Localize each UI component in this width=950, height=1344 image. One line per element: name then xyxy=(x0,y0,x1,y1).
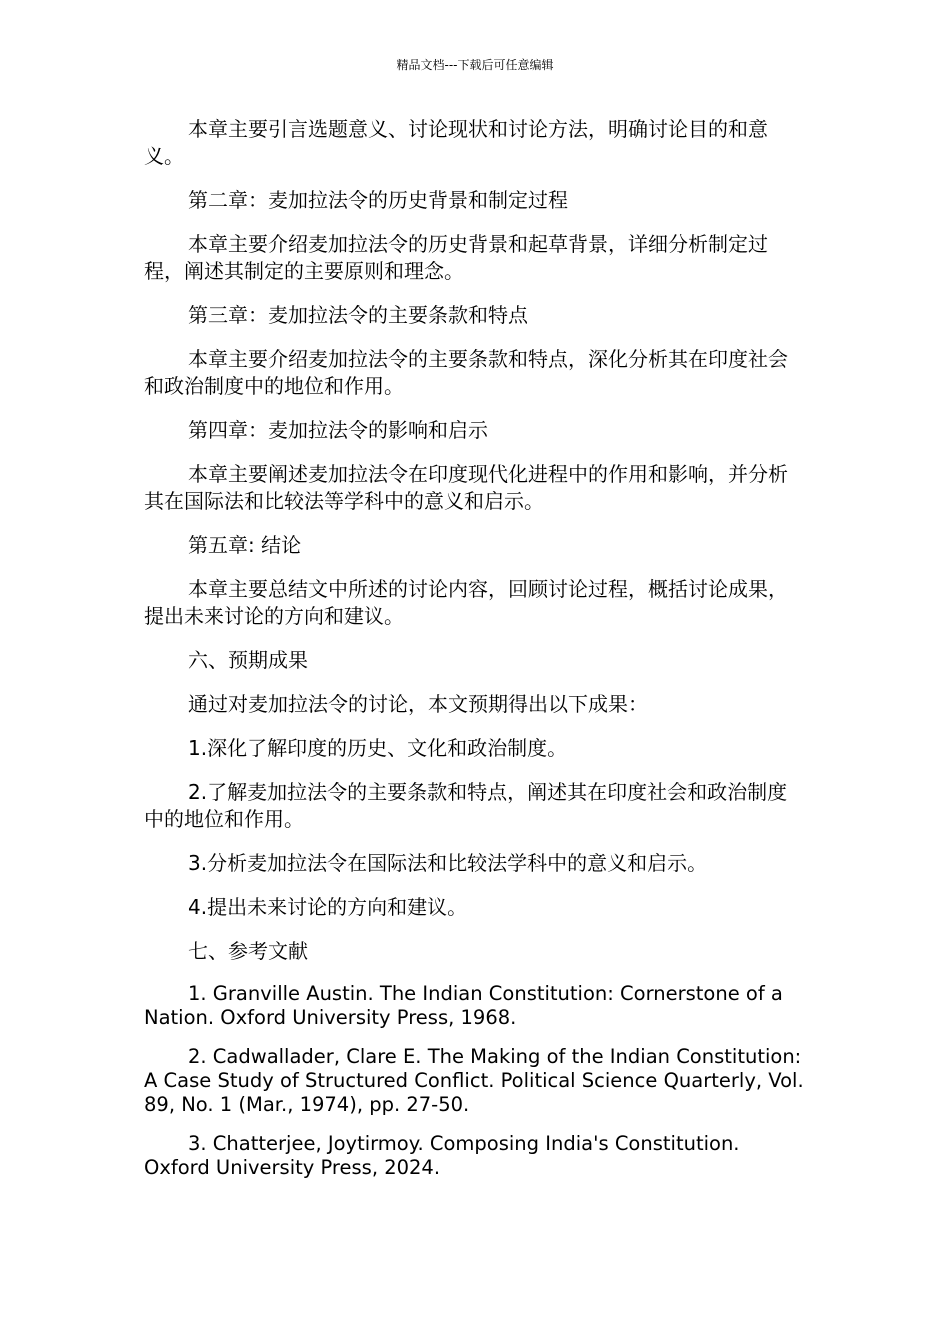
chapter3-heading: 第三章：麦加拉法令的主要条款和特点 xyxy=(188,303,528,327)
reference-item: 1. Granville Austin. The Indian Constitution: Cornerstone of a Nation. Oxford University Press, 1968. xyxy=(144,982,783,1029)
reference-item: 2. Cadwallader, Clare E. The Making of the Indian Constitution: A Case Study of Structured Conflict. Political Science Quarterly, Vol. 89, No. 1 (Mar., 1974), pp. 27-50. xyxy=(144,1045,804,1116)
chapter5-heading: 第五章: 结论 xyxy=(188,533,302,557)
document-body xyxy=(144,116,806,1195)
expected-result-item: 4.提出未来讨论的方向和建议。 xyxy=(188,895,468,919)
expected-results-intro: 通过对麦加拉法令的讨论，本文预期得出以下成果： xyxy=(188,692,648,716)
chapter5-summary: 本章主要总结文中所述的讨论内容，回顾讨论过程，概括讨论成果，提出未来讨论的方向和建议。 xyxy=(144,577,788,628)
chapter1-summary: 本章主要引言选题意义、讨论现状和讨论方法，明确讨论目的和意义。 xyxy=(144,117,768,168)
reference-item: 3. Chatterjee, Joytirmoy. Composing India's Constitution. Oxford University Press, 2024. xyxy=(144,1132,740,1179)
section-expected-results-heading: 六、预期成果 xyxy=(188,648,308,672)
chapter2-summary: 本章主要介绍麦加拉法令的历史背景和起草背景，详细分析制定过程，阐述其制定的主要原则和理念。 xyxy=(144,232,768,283)
expected-result-item: 2.了解麦加拉法令的主要条款和特点，阐述其在印度社会和政治制度中的地位和作用。 xyxy=(144,780,788,831)
chapter4-summary: 本章主要阐述麦加拉法令在印度现代化进程中的作用和影响，并分析其在国际法和比较法等学科中的意义和启示。 xyxy=(144,462,788,513)
section-references-heading: 七、参考文献 xyxy=(188,939,308,963)
chapter2-heading: 第二章：麦加拉法令的历史背景和制定过程 xyxy=(188,188,568,212)
page-header: 精品文档---下载后可任意编辑 xyxy=(396,58,554,72)
chapter3-summary: 本章主要介绍麦加拉法令的主要条款和特点，深化分析其在印度社会和政治制度中的地位和作用。 xyxy=(144,347,788,398)
chapter4-heading: 第四章：麦加拉法令的影响和启示 xyxy=(188,418,488,442)
expected-result-item: 1.深化了解印度的历史、文化和政治制度。 xyxy=(188,736,568,760)
expected-result-item: 3.分析麦加拉法令在国际法和比较法学科中的意义和启示。 xyxy=(188,851,708,875)
